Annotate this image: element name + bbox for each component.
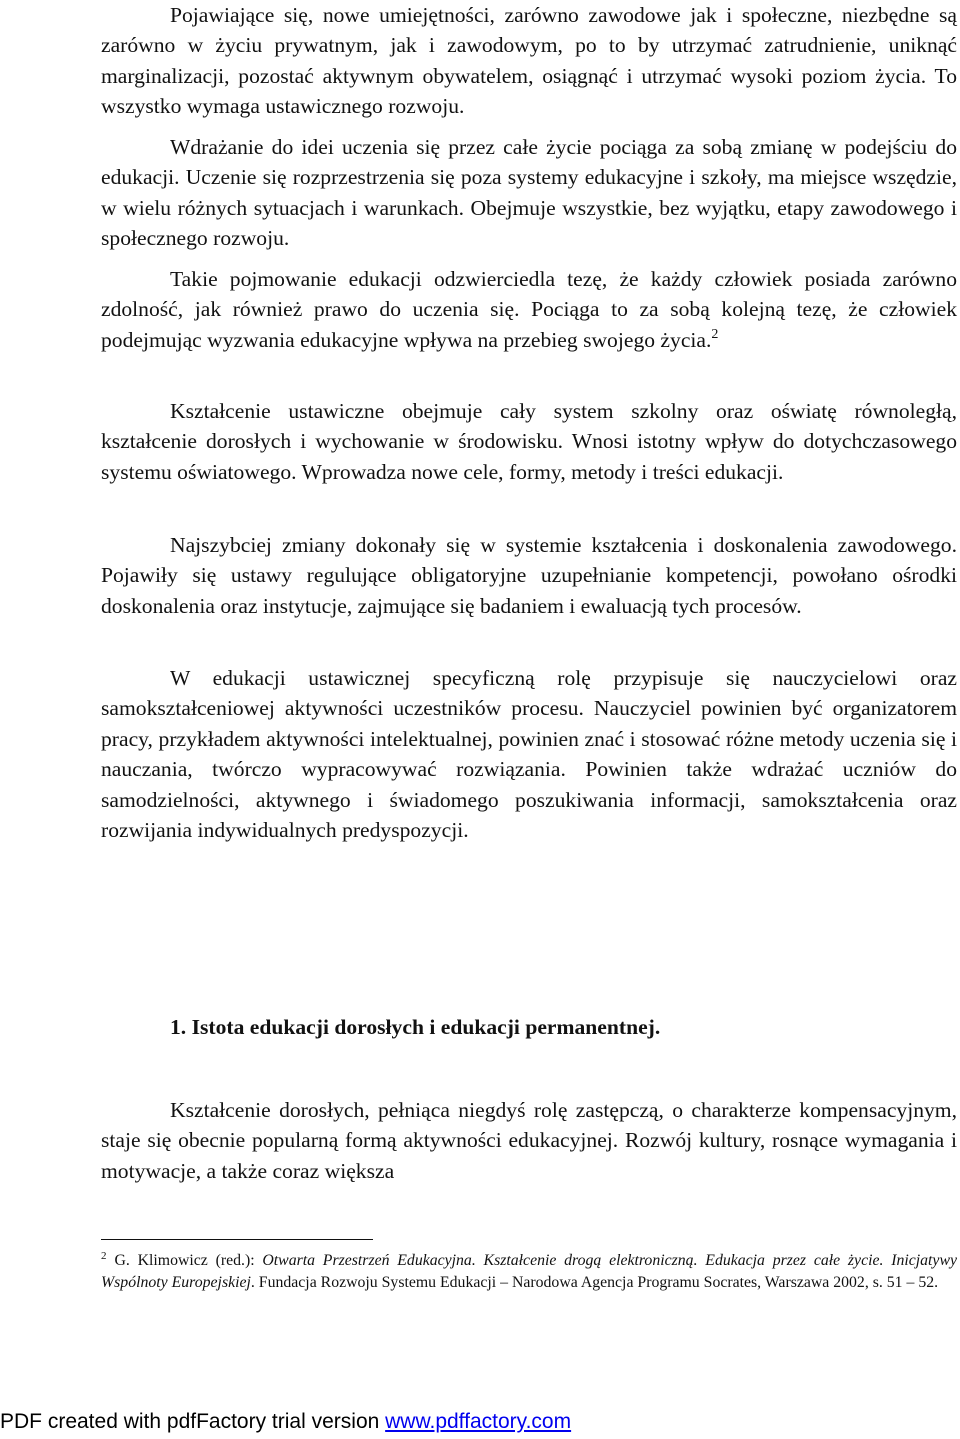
body-paragraph: Kształcenie dorosłych, pełniąca niegdyś rolę zastępczą, o charakterze kompensacyjnym, staje się obecnie popularną formą aktywności edukacyjnej. Rozwój kultury, rosnące wymagania i motywacje, a także coraz większa [101,1098,957,1183]
footnote-marker: 2 [101,1250,107,1262]
body-paragraph: Wdrażanie do idei uczenia się przez całe życie pociąga za sobą zmianę w podejściu do edukacji. Uczenie się rozprzestrzenia się poza systemy edukacyjne i szkoły, ma miejsce wszędzie, w wielu różnych sytuacjach i warunkach. Obejmuje wszystkie, bez wyjątku, etapy zawodowego i społecznego rozwoju. [101,135,957,251]
body-paragraph: W edukacji ustawicznej specyficzną rolę przypisuje się nauczycielowi oraz samokształceniowej aktywności uczestników procesu. Nauczyciel powinien być organizatorem pracy, przykładem aktywności intelektualnej, powinien znać i stosować różne metody uczenia się i nauczania, twórczo wypracowywać rozwiązania. Powinien także wdrażać uczniów do samodzielności, aktywnego i świadomego poszukiwania informacji, samokształcenia oraz rozwijania indywidualnych predyspozycji. [101,666,957,843]
paragraph-text: Takie pojmowanie edukacji odzwierciedla tezę, że każdy człowiek posiada zarówno zdolność, jak również prawo do uczenia się. Pociąga to za sobą kolejną tezę, że człowiek podejmując wyzwania edukacyjne wpływa na przebieg swojego życia. [101,267,957,352]
footnote-reference[interactable]: 2 [711,326,719,342]
pdf-creator-banner [0,1408,571,1436]
footnote [101,1250,957,1294]
footnote-publisher: . Fundacja Rozwoju Systemu Edukacji – Narodowa Agencja Programu Socrates, Warszawa 2002, s. 51 – 52. [250,1274,939,1291]
footnote-author: G. Klimowicz (red.): [114,1252,263,1269]
section-heading: 1. Istota edukacji dorosłych i edukacji permanentnej. [170,1015,661,1039]
body-paragraph: Najszybciej zmiany dokonały się w systemie kształcenia i doskonalenia zawodowego. Pojawiły się ustawy regulujące obligatoryjne uzupełnianie kompetencji, powołano ośrodki doskonalenia oraz instytucje, zajmujące się badaniem i ewaluacją tych procesów. [101,533,957,618]
body-paragraph-with-footnote [101,264,957,355]
banner-text: PDF created with pdfFactory trial version [0,1410,386,1433]
pdffactory-link[interactable]: www.pdffactory.com [385,1410,572,1433]
footnote-title: Otwarta Przestrzeń Edukacyjna. Kształcenie drogą elektroniczną. Edukacja przez całe życie. Inicjatywy Wspólnoty Europejskiej [101,1252,957,1291]
body-paragraph: Pojawiające się, nowe umiejętności, zarówno zawodowe jak i społeczne, niezbędne są zarówno w życiu prywatnym, jak i zawodowym, po to by utrzymać zatrudnienie, uniknąć marginalizacji, pozostać aktywnym obywatelem, osiągnąć i utrzymać wysoki poziom życia. To wszystko wymaga ustawicznego rozwoju. [101,3,957,119]
footnote-separator [101,1239,373,1240]
body-paragraph: Kształcenie ustawiczne obejmuje cały system szkolny oraz oświatę równoległą, kształcenie dorosłych i wychowanie w środowisku. Wnosi istotny wpływ do dotychczasowego systemu oświatowego. Wprowadza nowe cele, formy, metody i treści edukacji. [101,399,957,484]
